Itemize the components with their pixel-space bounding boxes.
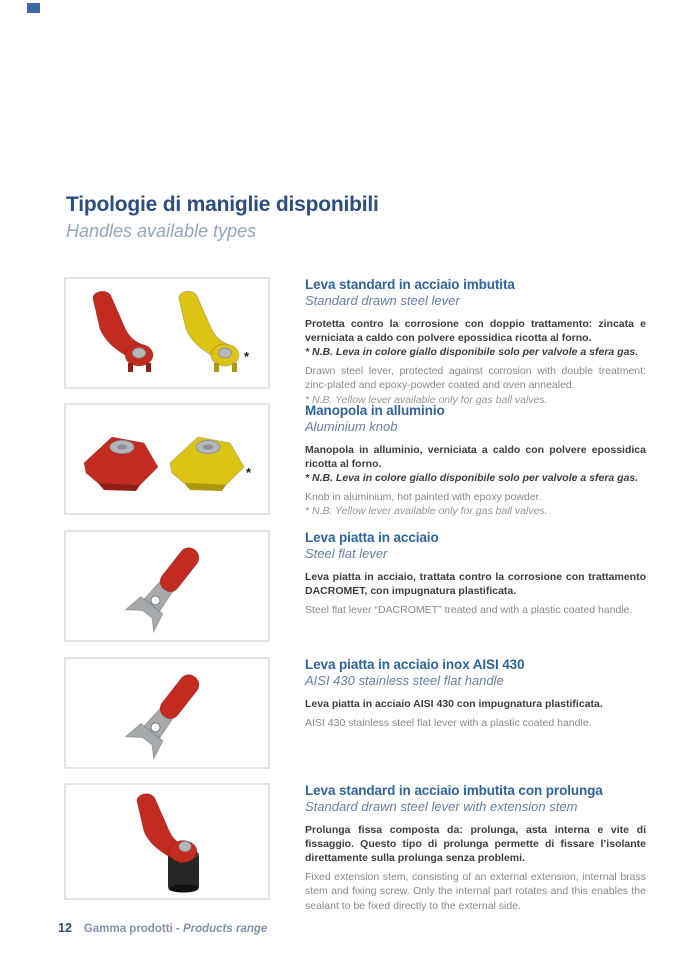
- product-image-box: [64, 403, 270, 515]
- product-desc-it: Leva piatta in acciaio AISI 430 con impugnatura plastificata.: [305, 698, 603, 710]
- product-desc-it: Leva piatta in acciaio, trattata contro la corrosione con trattamento DACROMET, con impugnatura plastificata.: [305, 571, 646, 597]
- product-desc-en: Drawn steel lever, protected against corrosion with double treatment: zinc-plated and epoxy-powder coated and oven annealed.: [305, 364, 646, 392]
- product-desc-en: Fixed extension stem, consisting of an external extension, internal brass stem and fixing screw. Only the internal part rotates and this enables the sealant to be fixed directly to the external side.: [305, 870, 646, 912]
- product-image-box: [64, 277, 270, 389]
- footer-label-en: Products range: [182, 923, 268, 935]
- page-corner-mark: [27, 3, 40, 13]
- product-note-en: * N.B. Yellow lever available only for gas ball valves.: [305, 505, 548, 518]
- product-text: [305, 530, 646, 617]
- product-title-it: Manopola in alluminio: [305, 403, 445, 418]
- flat-lever-image: [66, 532, 268, 640]
- page-header: [66, 193, 606, 242]
- footer-label: [84, 923, 267, 935]
- product-title-en: Standard drawn steel lever: [305, 293, 460, 308]
- product-text: [305, 657, 646, 730]
- footer-page-number: 12: [58, 921, 72, 935]
- product-desc-it: Protetta contro la corrosione con doppio trattamento: zincata e verniciata a caldo con polvere epossidica ricotta al forno.: [305, 318, 646, 344]
- product-note-it: * N.B. Leva in colore giallo disponibile solo per valvole a sfera gas.: [305, 345, 639, 358]
- product-title-en: Standard drawn steel lever with extension stem: [305, 799, 578, 814]
- product-note-en: * N.B. Yellow lever available only for gas ball valves.: [305, 393, 548, 406]
- footer-label-it: Gamma prodotti -: [83, 923, 183, 935]
- stainless-flat-lever-image: [66, 659, 268, 767]
- product-title-it: Leva piatta in acciaio inox AISI 430: [305, 657, 525, 672]
- product-desc-en: Knob in aluminium, hot painted with epoxy powder.: [305, 490, 542, 503]
- page-subtitle: Handles available types: [66, 221, 257, 241]
- page-title: Tipologie di maniglie disponibili: [66, 193, 379, 216]
- product-image-box: [64, 657, 270, 769]
- product-title-en: Steel flat lever: [305, 546, 388, 561]
- product-image-box: [64, 783, 270, 900]
- product-text: [305, 277, 646, 407]
- product-title-en: AISI 430 stainless steel flat handle: [305, 673, 504, 688]
- gas-valve-asterisk: *: [244, 349, 250, 364]
- product-title-it: Leva standard in acciaio imbutita con prolunga: [305, 783, 603, 798]
- red-yellow-lever-image: [66, 279, 268, 387]
- product-title-en: Aluminium knob: [305, 419, 398, 434]
- product-text: [305, 403, 646, 519]
- page-footer: [58, 921, 267, 935]
- product-desc-en: AISI 430 stainless steel flat lever with a plastic coated handle.: [305, 716, 592, 729]
- gas-valve-asterisk: *: [246, 465, 252, 480]
- product-desc-en: Steel flat lever “DACROMET” treated and with a plastic coated handle.: [305, 603, 633, 616]
- product-desc-it: Manopola in alluminio, verniciata a caldo con polvere epossidica ricotta al forno.: [305, 444, 646, 470]
- lever-extension-stem-image: [66, 785, 268, 898]
- red-yellow-knob-image: [66, 405, 268, 513]
- product-title-it: Leva piatta in acciaio: [305, 530, 439, 545]
- product-image-box: [64, 530, 270, 642]
- product-text: [305, 783, 646, 913]
- product-title-it: Leva standard in acciaio imbutita: [305, 277, 515, 292]
- product-note-it: * N.B. Leva in colore giallo disponibile solo per valvole a sfera gas.: [305, 471, 639, 484]
- product-desc-it: Prolunga fissa composta da: prolunga, asta interna e vite di fissaggio. Questo tipo di prolunga permette di fissare l’isolante direttamente sulla prolunga senza problemi.: [305, 824, 646, 864]
